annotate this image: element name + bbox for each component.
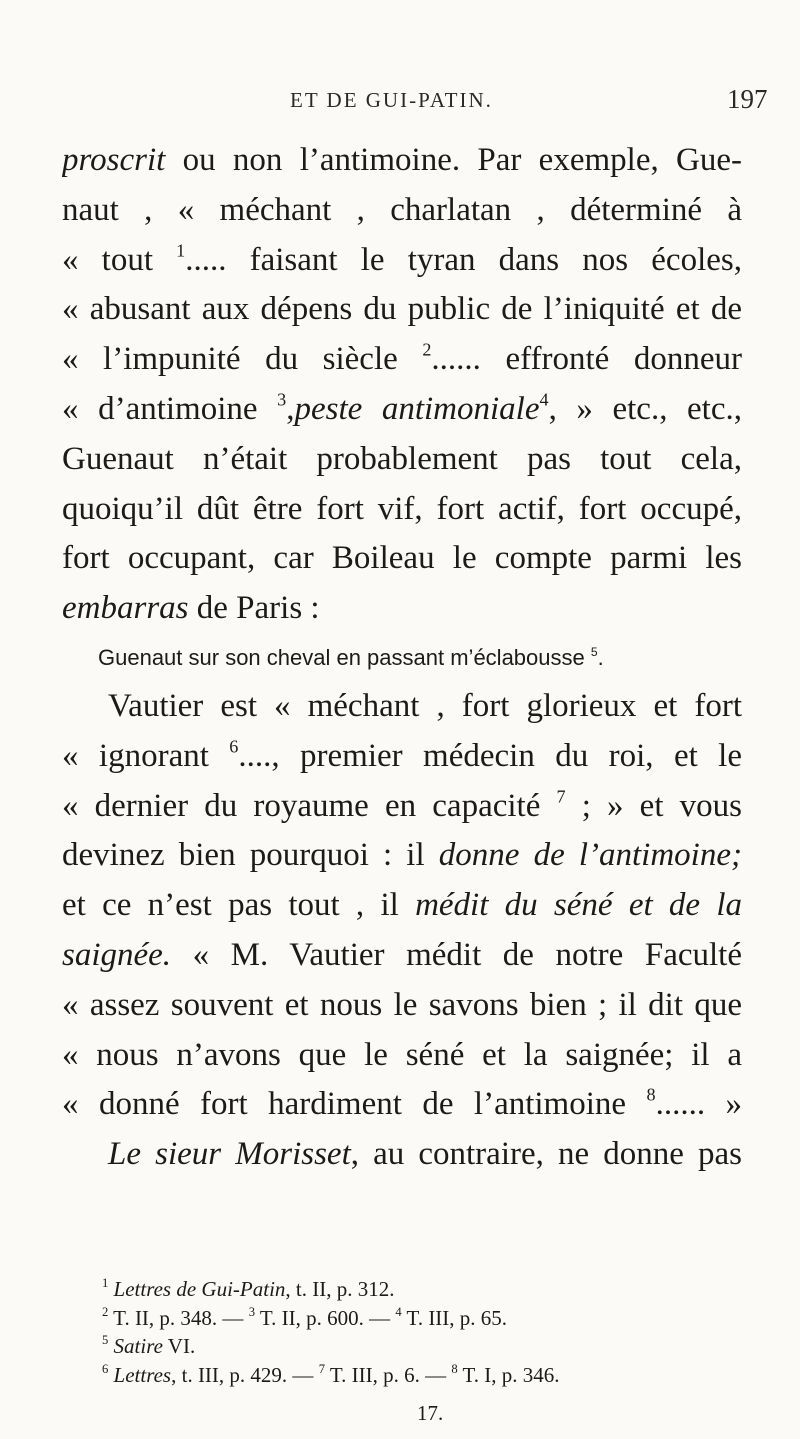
- text-line: saignée. « M. Vautier médit de notre Faculté: [62, 936, 742, 973]
- footnote-ref: 1: [176, 239, 186, 260]
- footnote: $^5$ Satire VI.: [102, 1333, 196, 1358]
- running-head: ET DE GUI-PATIN.: [290, 88, 493, 112]
- text-line: « l’impunité du siècle $^2$...... effronté donneur: [62, 339, 742, 378]
- footnotes: [102, 1275, 742, 1389]
- text-line: Vautier est « méchant , fort glorieux et fort: [108, 687, 742, 724]
- footnote: $^1$ Lettres de Gui-Patin, t. II, p. 312.: [102, 1276, 395, 1301]
- footnote-ref: 2: [422, 339, 432, 360]
- text-line: « donné fort hardiment de l’antimoine $^8$...... »: [62, 1084, 742, 1123]
- text-line: embarras de Paris :: [62, 590, 320, 627]
- footnote-ref: 5: [590, 644, 598, 659]
- text-line: « abusant aux dépens du public de l’iniquité et de: [62, 291, 742, 328]
- text-line: « tout $^1$..... faisant le tyran dans nos écoles,: [62, 239, 742, 278]
- footnote-ref: 8: [646, 1084, 656, 1105]
- footnote: $^6$ Lettres, t. III, p. 429. — $^7$ T. III, p. 6. — $^8$ T. I, p. 346.: [102, 1361, 560, 1387]
- footnote-ref: 7: [556, 785, 566, 806]
- text-line: fort occupant, car Boileau le compte parmi les: [62, 540, 742, 577]
- footnote-ref: 3: [277, 389, 287, 410]
- body-text: [62, 136, 742, 1180]
- text-line: proscrit ou non l’antimoine. Par exemple, Gue-: [62, 142, 742, 178]
- page-header: [0, 84, 800, 120]
- text-line: devinez bien pourquoi : il donne de l’antimoine;: [62, 837, 742, 874]
- footnote: $^2$ T. II, p. 348. — $^3$ T. II, p. 600. — $^4$ T. III, p. 65.: [102, 1304, 508, 1330]
- text-line: quoiqu’il dût être fort vif, fort actif, fort occupé,: [62, 490, 742, 527]
- signature-mark: 17.: [417, 1401, 444, 1425]
- text-line: « nous n’avons que le séné et la saignée; il a: [62, 1036, 742, 1073]
- text-line: Le sieur Morisset, au contraire, ne donne pas: [108, 1136, 742, 1173]
- text-line: naut , « méchant , charlatan , déterminé à: [62, 191, 742, 228]
- text-line: « assez souvent et nous le savons bien ; il dit que: [62, 986, 742, 1023]
- page-number: 197: [727, 84, 768, 114]
- text-line: « dernier du royaume en capacité $^7$ ; » et vous: [62, 785, 742, 824]
- text-line: « ignorant $^6$...., premier médecin du roi, et le: [62, 736, 742, 774]
- footnote-ref: 4: [539, 389, 549, 410]
- text-line: « d’antimoine $^3$,peste antimoniale$^4$, » etc., etc.,: [62, 389, 742, 427]
- text-line: Guenaut n’était probablement pas tout cela,: [62, 440, 742, 477]
- text-line: et ce n’est pas tout , il médit du séné et de la: [62, 887, 742, 924]
- footnote-ref: 6: [229, 736, 239, 757]
- quotation-line: Guenaut sur son cheval en passant m’éclabousse $^5$.: [98, 644, 604, 670]
